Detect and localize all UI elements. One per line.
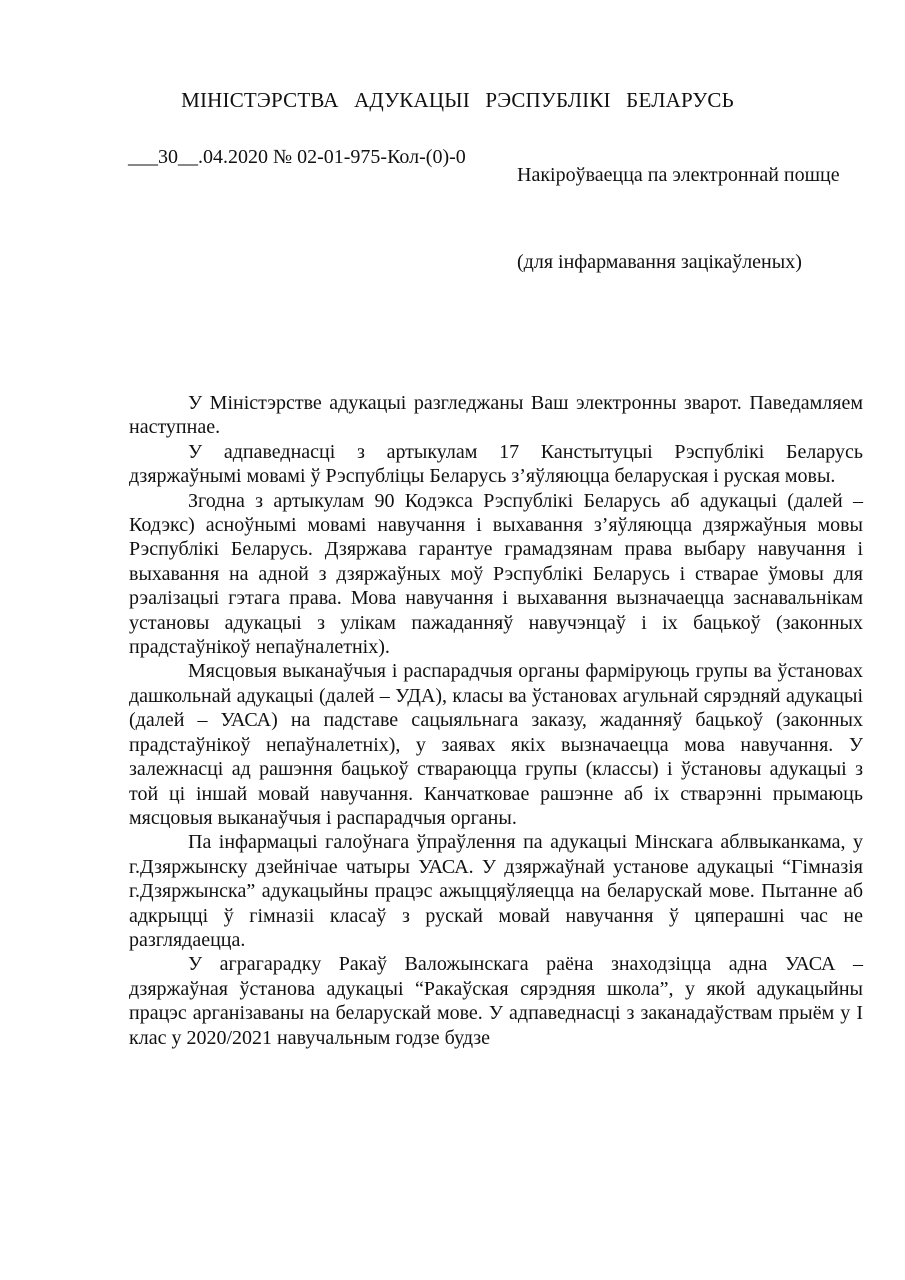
paragraph: Згодна з артыкулам 90 Кодэкса Рэспублікі Беларусь аб адукацыі (далей – Кодэкс) асноўнымі мовамі навучання і выхавання з’яўляюцца дзяржаўныя мовы Рэспублікі Беларусь. Дзяржава гарантуе грамадзянам права выбару навучання і выхавання на адной з дзяржаўных моў Рэспублікі Беларусь і стварае ўмовы для рэалізацыі гэтага права. Мова навучання і выхавання вызначаецца заснавальнікам установы адукацыі з улікам пажаданняў навучэнцаў і іх бацькоў (законных прадстаўнікоў непаўналетніх). <box>129 489 863 659</box>
paragraph: У Міністэрстве адукацыі разгледжаны Ваш электронны зварот. Паведамляем наступнае. <box>129 392 863 439</box>
letter-body <box>129 391 863 1050</box>
addressee-block: Накіроўваецца па электроннай пошце <box>517 164 840 186</box>
paragraph: У адпаведнасці з артыкулам 17 Канстытуцыі Рэспублікі Беларусь дзяржаўнымі мовамі ў Рэспубліцы Беларусь з’яўляюцца беларуская і руская мовы. <box>129 440 863 488</box>
ministry-heading: МІНІСТЭРСТВА АДУКАЦЫІ РЭСПУБЛІКІ БЕЛАРУСЬ <box>181 88 734 112</box>
paragraph: Па інфармацыі галоўнага ўпраўлення па адукацыі Мінскага аблвыканкама, у г.Дзяржынску дзейнічае чатыры УАСА. У дзяржаўнай установе адукацыі “Гімназія г.Дзяржынска” адукацыйны працэс ажыццяўляецца на беларускай мове. Пытанне аб адкрыцці ў гімназіі класаў з рускай мовай навучання ў цяперашні час не разглядаецца. <box>129 831 863 951</box>
paragraph: У аграгарадку Ракаў Валожынскага раёна знаходзіцца адна УАСА – дзяржаўная ўстанова адукацыі “Ракаўская сярэдняя школа”, у якой адукацыйны працэс арганізаваны на беларускай мове. У адпаведнасці з заканадаўствам прыём у I клас у 2020/2021 навучальным годзе будзе <box>129 953 863 1049</box>
paragraph: Мясцовыя выканаўчыя і распарадчыя органы фарміруюць групы ва ўстановах дашкольнай адукацыі (далей – УДА), класы ва ўстановах агульнай сярэдняй адукацыі (далей – УАСА) на падставе сацыяльнага заказу, жаданняў бацькоў (законных прадстаўнікоў непаўналетніх), у заявах якіх вызначаецца мова навучання. У залежнасці ад рашэння бацькоў ствараюцца групы (классы) і ўстановы адукацыі з той ці іншай мовай навучання. Канчатковае рашэнне аб іх стварэнні прымаюць мясцовыя выканаўчыя і распарадчыя органы. <box>129 660 863 829</box>
distribution-note: (для інфармавання зацікаўленых) <box>517 251 802 273</box>
document-reference: ___30__.04.2020 № 02-01-975-Кол-(0)-0 <box>128 146 466 168</box>
